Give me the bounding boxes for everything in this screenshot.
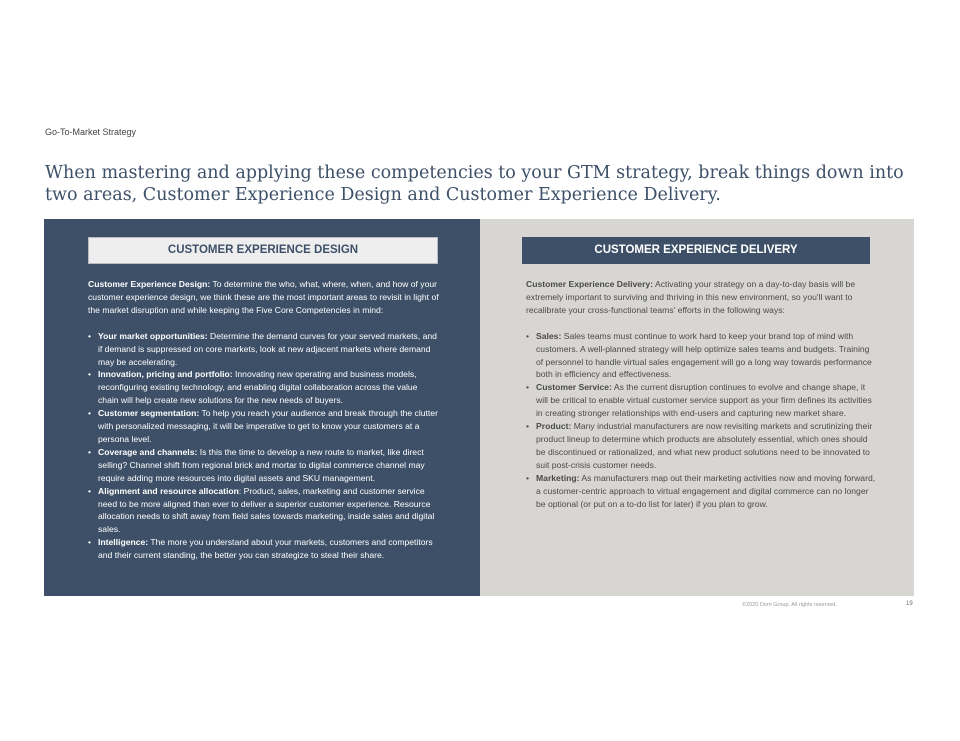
bullet-icon: • bbox=[88, 485, 92, 496]
list-item bbox=[88, 536, 440, 562]
bullet-icon: • bbox=[526, 330, 530, 341]
bullet-icon: • bbox=[88, 369, 92, 380]
delivery-intro bbox=[526, 278, 878, 317]
design-intro-bold: Customer Experience Design: bbox=[88, 279, 211, 289]
bullet-text: : Product, sales, marketing and customer service need to be more aligned than ever to deliver a superior customer experience. Resource allocation needs to shift away from field sales towards marketing, inside sales and digital sales. bbox=[98, 485, 435, 535]
bullet-title: Product: bbox=[536, 421, 572, 432]
bullet-text: Innovating new operating and business models, reconfiguring existing technology, and enabling digital collaboration across the value chain will help create new solutions for the new needs of buyers. bbox=[98, 369, 418, 406]
bullet-title: Customer Service: bbox=[536, 382, 612, 393]
delivery-intro-bold: Customer Experience Delivery: bbox=[526, 279, 654, 289]
page-headline: When mastering and applying these competencies to your GTM strategy, break things down into two areas, Customer Experience Design and Customer Experience Delivery. bbox=[45, 163, 904, 205]
bullet-icon: • bbox=[526, 382, 530, 393]
bullet-text: Sales teams must continue to work hard to keep your brand top of mind with customers. A well-planned strategy will help optimize sales teams and budgets. Training of personnel to handle virtual sales engagement will go a long way towards performance both in efficiency and effectiveness. bbox=[536, 330, 872, 380]
bullet-text: Is this the time to develop a new route to market, like direct selling? Channel shift from regional brick and mortar to digital commerce channel may require adding more resources into digital assets and SKU management. bbox=[98, 446, 425, 483]
bullet-title: Sales: bbox=[536, 330, 562, 341]
bullet-title: Intelligence: bbox=[98, 537, 149, 548]
delivery-bullet-list bbox=[526, 330, 878, 511]
list-item bbox=[88, 368, 440, 407]
design-intro bbox=[88, 278, 440, 317]
bullet-icon: • bbox=[88, 330, 92, 341]
bullet-text: Determine the demand curves for your served markets, and if demand is suppressed on core markets, look at new adjacent markets where demand may be accelerating. bbox=[98, 330, 437, 367]
bullet-icon: • bbox=[88, 408, 92, 419]
delivery-panel-header: CUSTOMER EXPERIENCE DELIVERY bbox=[522, 237, 870, 264]
bullet-text: Many industrial manufacturers are now revisiting markets and scrutinizing their product lineup to determine which products are absolutely essential, which ones should be discontinued or rationalized, and what new product solutions need to be innovated to suit post-crisis customer needs. bbox=[536, 421, 873, 470]
list-item bbox=[526, 420, 878, 472]
page-number: 19 bbox=[906, 601, 913, 607]
bullet-title: Marketing: bbox=[536, 472, 580, 483]
bullet-icon: • bbox=[526, 421, 530, 432]
bullet-title: Customer segmentation: bbox=[98, 408, 200, 419]
copyright-footer: ©2020 Dorn Group. All rights reserved. bbox=[742, 602, 837, 608]
bullet-title: Coverage and channels: bbox=[98, 446, 198, 457]
bullet-icon: • bbox=[88, 446, 92, 457]
delivery-intro-text: Activating your strategy on a day-to-day basis will be extremely important to surviving and thriving in this new environment, so you'll want to recalibrate your cross-functional teams' efforts in the following ways: bbox=[526, 279, 856, 315]
bullet-title: Your market opportunities: bbox=[98, 330, 208, 341]
section-label: Go-To-Market Strategy bbox=[45, 127, 137, 137]
customer-experience-design-panel bbox=[44, 219, 480, 596]
bullet-text: The more you understand about your markets, customers and competitors and their current standing, the better you can strategize to steal their share. bbox=[98, 537, 433, 561]
list-item bbox=[88, 330, 440, 369]
bullet-title: Alignment and resource allocation bbox=[98, 485, 239, 496]
design-bullet-list bbox=[88, 330, 440, 562]
bullet-text: As the current disruption continues to evolve and change shape, it will be critical to enable virtual customer service support as your firm defines its activities in creating stronger relationships with end-users and capturing new market share. bbox=[536, 382, 872, 419]
list-item bbox=[88, 446, 440, 485]
bullet-text: To help you reach your audience and break through the clutter with personalized messaging, it will be imperative to get to know your customers at a persona level. bbox=[98, 408, 438, 444]
list-item bbox=[88, 407, 440, 446]
list-item bbox=[526, 330, 878, 382]
list-item bbox=[526, 472, 878, 511]
list-item bbox=[88, 485, 440, 537]
bullet-icon: • bbox=[88, 537, 92, 548]
customer-experience-delivery-panel bbox=[480, 219, 914, 596]
design-intro-text: To determine the who, what, where, when, and how of your customer experience design, we think these are the most important areas to revisit in light of the market disruption and while keeping the Five Core Competencies in mind: bbox=[88, 279, 439, 315]
bullet-icon: • bbox=[526, 472, 530, 483]
design-panel-header: CUSTOMER EXPERIENCE DESIGN bbox=[88, 237, 438, 264]
bullet-title: Innovation, pricing and portfolio: bbox=[98, 369, 233, 380]
list-item bbox=[526, 381, 878, 420]
bullet-text: As manufacturers map out their marketing activities now and moving forward, a customer-centric approach to virtual engagement and digital commerce can no longer be optional (or put on a to-do list for later) if you plan to grow. bbox=[536, 472, 876, 509]
